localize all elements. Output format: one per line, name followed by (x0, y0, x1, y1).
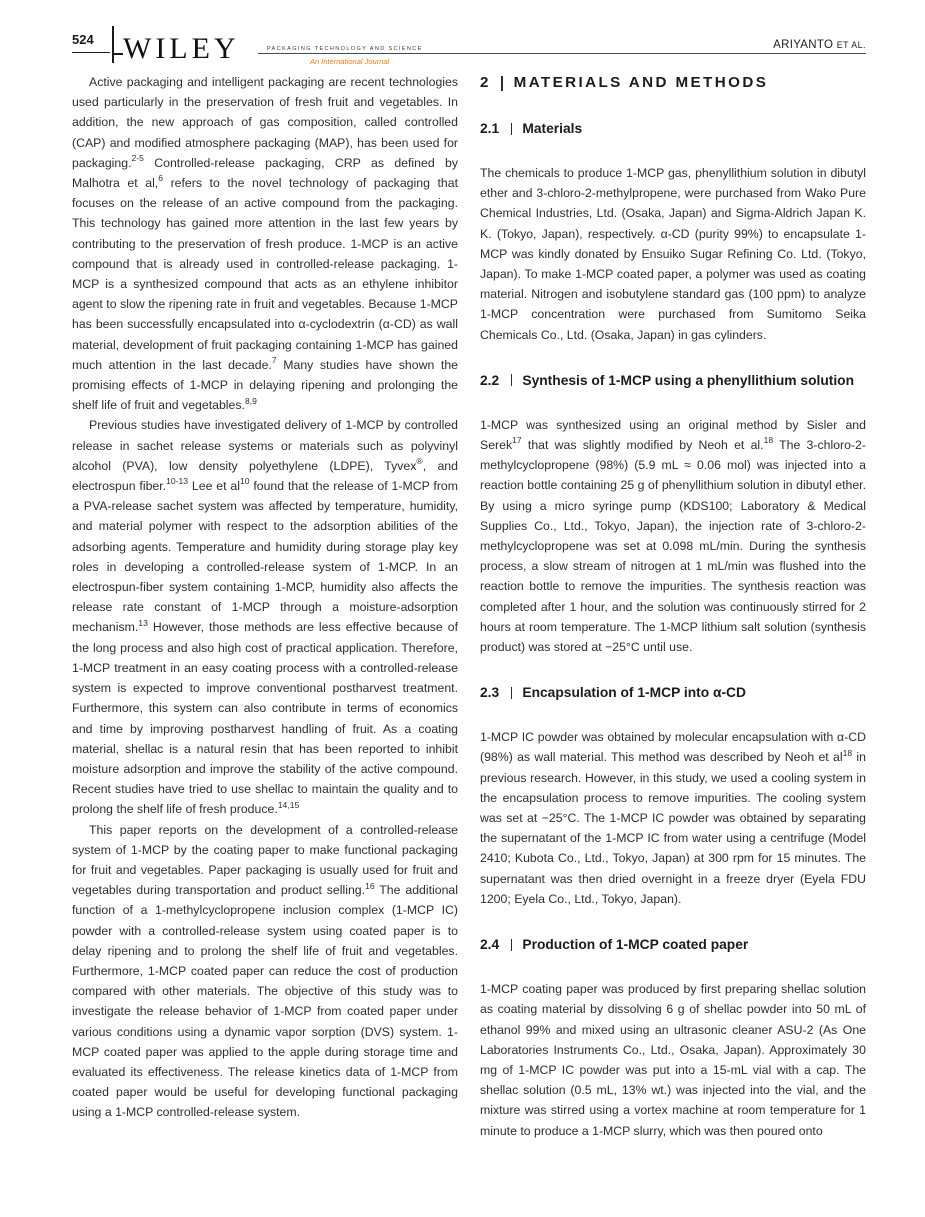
section-title: MATERIALS AND METHODS (513, 74, 769, 91)
subsection-number: 2.2 (480, 372, 500, 388)
section-number: 2 (480, 74, 489, 91)
subsection-heading-materials (480, 119, 866, 139)
page-number: 524 (72, 32, 110, 53)
section-heading (480, 73, 866, 93)
paragraph-intro-3: This paper reports on the development of a controlled-release system of 1-MCP by the coating paper to make functional packaging for fruit and vegetables. Paper packaging is usually used for fruit and vegetables during transportation and product selling.$^{16}$ The additional function of a 1-methylcyclopropene inclusion complex (1-MCP IC) powder with a controlled-release system using coated paper is to delay ripening and to prolong the shelf life of fruit and vegetables. Furthermore, 1-MCP coated paper can reduce the cost of production compared with other materials. The objective of this study was to investigate the release behavior of 1-MCP from coated paper under various conditions using a dynamic vapor sorption (DVS) system. 1-MCP coated paper was applied to the apple during storage time and evaluated its effectiveness. The release kinetics data of 1-MCP from coated paper would be useful for developing functional packaging using a 1-MCP controlled-release system. (72, 822, 458, 1120)
subsection-title: Encapsulation of 1-MCP into α-CD (522, 685, 746, 701)
running-head-suffix: ET AL. (836, 40, 866, 50)
paragraph-intro-1: Active packaging and intelligent packaging are recent technologies used particularly in the preservation of fresh fruit and vegetables. In addition, the new approach of gas composition, called controlled (CAP) and modified atmosphere packaging (MAP), has been used for packaging.$^{2-5}$ Controlled-release packaging, CRP as defined by Malhotra et al,$^6$ refers to the novel technology of packaging that focuses on the release of an active compound from the packaging. This technology has gained more attention in the last few years by contributing to the preservation of fresh produce. 1-MCP is an active compound that is already used in controlled-release packaging. 1-MCP is a synthesized compound that acts as an ethylene inhibitor agent to slow the ripening rate in fruit and vegetables. Because 1-MCP has been successfully encapsulated into α-cyclodextrin (α-CD) as wall material, development of fruit packaging containing 1-MCP has gained much attention in the last decade.$^7$ Many studies have shown the promising effects of 1-MCP in delaying ripening and prolonging the shelf life of fruit and vegetables.$^{8,9}$ (72, 75, 458, 413)
running-head-authors: ARIYANTO (773, 39, 834, 51)
paragraph-intro-2: Previous studies have investigated delivery of 1-MCP by controlled release in sachet release systems or materials such as polyvinyl alcohol (PVA), low density polyethylene (LDPE), Tyvex®, and electrospun fiber.$^{10-13}$ Lee et $al^{10}$ found that the release of 1-MCP from a PVA-release sachet system was affected by temperature, humidity, and material polymer with respect to the adsorption abilities of the adsorbing agents. Temperature and humidity during storage play key roles in developing a controlled-release system of 1-MCP. In an electrospun-fiber system containing 1-MCP, humidity also affects the release rate constant of 1-MCP through a moisture-adsorption mechanism.$^{13}$ However, those methods are less effective because of the long process and also high cost of practical application. Therefore, 1-MCP treatment in an easy coating process with a controlled-release system is expected to improve conventional postharvest treatment. Furthermore, this system can also contribute in terms of economics and time by improving postharvest handling of fruit. As a coating material, shellac is a natural resin that has been reported to inhibit moisture adsorption and improve the stability of the active compound. Recent studies have tried to use shellac to maintain the quality and to prolong the shelf life of fresh produce.$^{14,15}$ (72, 418, 458, 817)
header-dash (113, 53, 123, 55)
subsection-number: 2.1 (480, 121, 500, 136)
subsection-heading-production (480, 935, 866, 955)
wiley-logo: WILEY (123, 32, 240, 65)
header-rule (258, 53, 866, 54)
heading-divider (511, 687, 512, 699)
heading-divider (511, 939, 512, 951)
paragraph-materials: The chemicals to produce 1-MCP gas, phenyllithium solution in dibutyl ether and 3-chloro-2-methylpropene, were purchased from Wako Pure Chemical Industries, Ltd. (Osaka, Japan) and Sigma-Aldrich Japan K. K. (Tokyo, Japan), respectively. α-CD (purity 99%) to encapsulate 1-MCP was kindly donated by Ensuiko Sugar Refining Co. Ltd. (Tokyo, Japan). To make 1-MCP coated paper, a polymer was used as coating material. Nitrogen and isobutylene standard gas (100 ppm) to analyze 1-MCP concentration were purchased from Sumitomo Seika Chemicals Co., Ltd. (Osaka, Japan) in gas cylinders. (480, 166, 866, 342)
right-column (480, 72, 866, 1141)
journal-subtitle: An International Journal (310, 57, 390, 66)
subsection-title: Production of 1-MCP coated paper (522, 937, 749, 953)
heading-divider (511, 123, 512, 135)
two-column-body (72, 72, 866, 1141)
paragraph-encapsulation: 1-MCP IC powder was obtained by molecular encapsulation with α-CD (98%) as wall material. This method was described by Neoh et $al^{18}$ in previous research. However, in this study, we used a cooling system in the encapsulation process to remove impurities. The cooling system was set at −25°C. The 1-MCP IC powder was obtained by separating the supernatant of the 1-MCP IC from water using a centrifuge (Model 2410; Kubota Co., Ltd., Tokyo, Japan) at 300 rpm for 15 minutes. The supernatant was then dried overnight in a freeze dryer (Eyela FDU 1200; Eyela Co., Ltd., Tokyo, Japan). (480, 730, 866, 906)
header-vertical-divider (112, 26, 114, 63)
subsection-number: 2.3 (480, 685, 500, 701)
subsection-heading-synthesis (480, 371, 866, 391)
subsection-number: 2.4 (480, 937, 500, 953)
page-header (72, 26, 866, 72)
heading-divider (501, 76, 502, 91)
left-column (72, 72, 458, 1123)
paragraph-production: 1-MCP coating paper was produced by first preparing shellac solution as coating material by dissolving 6 g of shellac powder into 50 mL of ethanol 99% and mixed using an ultrasonic cleaner ASU-2 (As One Laboratories Instruments Co., Ltd., Osaka, Japan). Approximately 30 mg of 1-MCP IC powder was put into a 15-mL vial with a cap. The shellac solution (0.5 mL, 13% wt.) was injected into the vial, and the mixture was stirred using a vortex machine at room temperature for 1 minute to produce a 1-MCP slurry, which was then poured onto (480, 982, 866, 1138)
running-head (773, 39, 866, 51)
subsection-title: Synthesis of 1-MCP using a phenyllithium solution (522, 372, 855, 388)
journal-name: PACKAGING TECHNOLOGY AND SCIENCE (264, 46, 426, 52)
subsection-heading-encapsulation (480, 683, 866, 703)
heading-divider (511, 374, 512, 386)
subsection-title: Materials (522, 121, 583, 136)
paragraph-synthesis: 1-MCP was synthesized using an original method by Sisler and Serek$^{17}$ that was slightly modified by Neoh et al.$^{18}$ The 3-chloro-2-methylcyclopropene (98%) (5.9 mL ≈ 0.06 mol) was injected into a reaction bottle containing 25 g of phenyllithium solution in dibutyl ether. By using a micro syringe pump (KDS100; Laboratory & Medical Supplies Co., Ltd., Tokyo, Japan), the injection rate of 3-chloro-2-methylcyclopropene was set at 0.098 mL/min. During the synthesis process, a slow stream of nitrogen at 1 mL/min was flushed into the reaction bottle to remove the impurities. The synthesis reaction was completed after 1 hour, and the solution was continuously stirred for 2 hours at room temperature. The 1-MCP lithium salt solution (synthesis product) was stored at −25°C until use. (480, 417, 866, 655)
